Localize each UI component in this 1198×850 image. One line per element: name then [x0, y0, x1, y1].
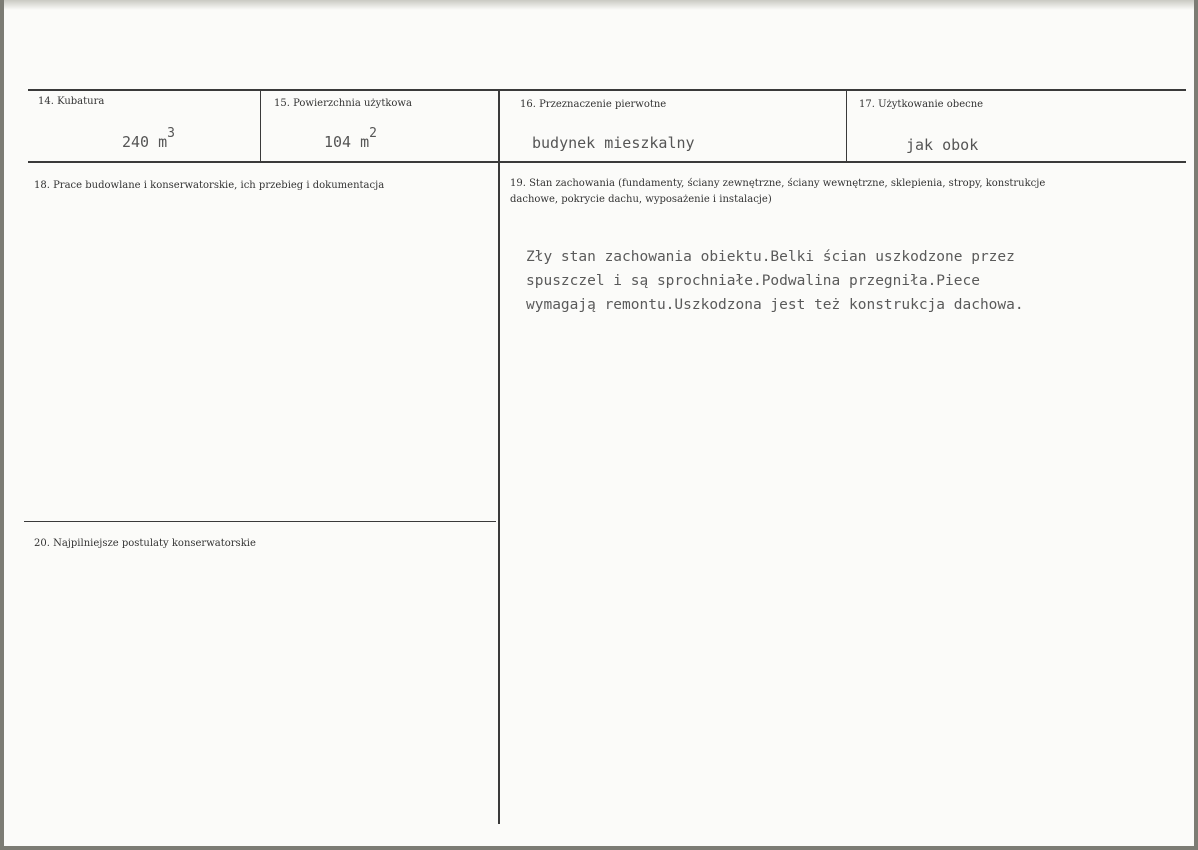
field-17-value: jak obok	[906, 136, 979, 154]
main-column-divider	[498, 89, 500, 824]
middle-rule	[28, 161, 1186, 163]
field-14-value	[122, 126, 175, 151]
description-line: spuszczel i są sprochniałe.Podwalina przegniła.Piece	[526, 273, 980, 289]
field-14-number: 240 m	[122, 133, 168, 151]
field-15-superscript: 2	[369, 126, 377, 141]
field-19-label: 19. Stan zachowania (fundamenty, ściany zewnętrzne, ściany wewnętrzne, sklepienia, stropy, konstrukcje dachowe, pokrycie dachu, wyposażenie i instalacje)	[510, 178, 1046, 205]
field-14-superscript: 3	[167, 126, 175, 141]
field-15-number: 104 m	[324, 133, 370, 151]
field-16-label: 16. Przeznaczenie pierwotne	[520, 99, 667, 110]
field-17-label: 17. Użytkowanie obecne	[859, 99, 984, 110]
field-18-label: 18. Prace budowlane i konserwatorskie, ich przebieg i dokumentacja	[34, 180, 385, 191]
form-sheet	[4, 0, 1194, 846]
field-19-description	[526, 245, 1024, 317]
field-15-value	[324, 126, 377, 151]
description-line: wymagają remontu.Uszkodzona jest też konstrukcja dachowa.	[526, 297, 1024, 313]
divider-16-17	[846, 89, 847, 163]
divider-14-15	[260, 89, 261, 163]
field-14-label: 14. Kubatura	[38, 96, 105, 107]
description-line: Zły stan zachowania obiektu.Belki ścian uszkodzone przez	[526, 249, 1015, 265]
field-15-label: 15. Powierzchnia użytkowa	[274, 98, 412, 109]
field-20-label: 20. Najpilniejsze postulaty konserwatorskie	[34, 538, 256, 549]
section-18-20-divider	[24, 521, 496, 522]
top-rule	[28, 89, 1186, 91]
field-16-value: budynek mieszkalny	[532, 134, 695, 152]
